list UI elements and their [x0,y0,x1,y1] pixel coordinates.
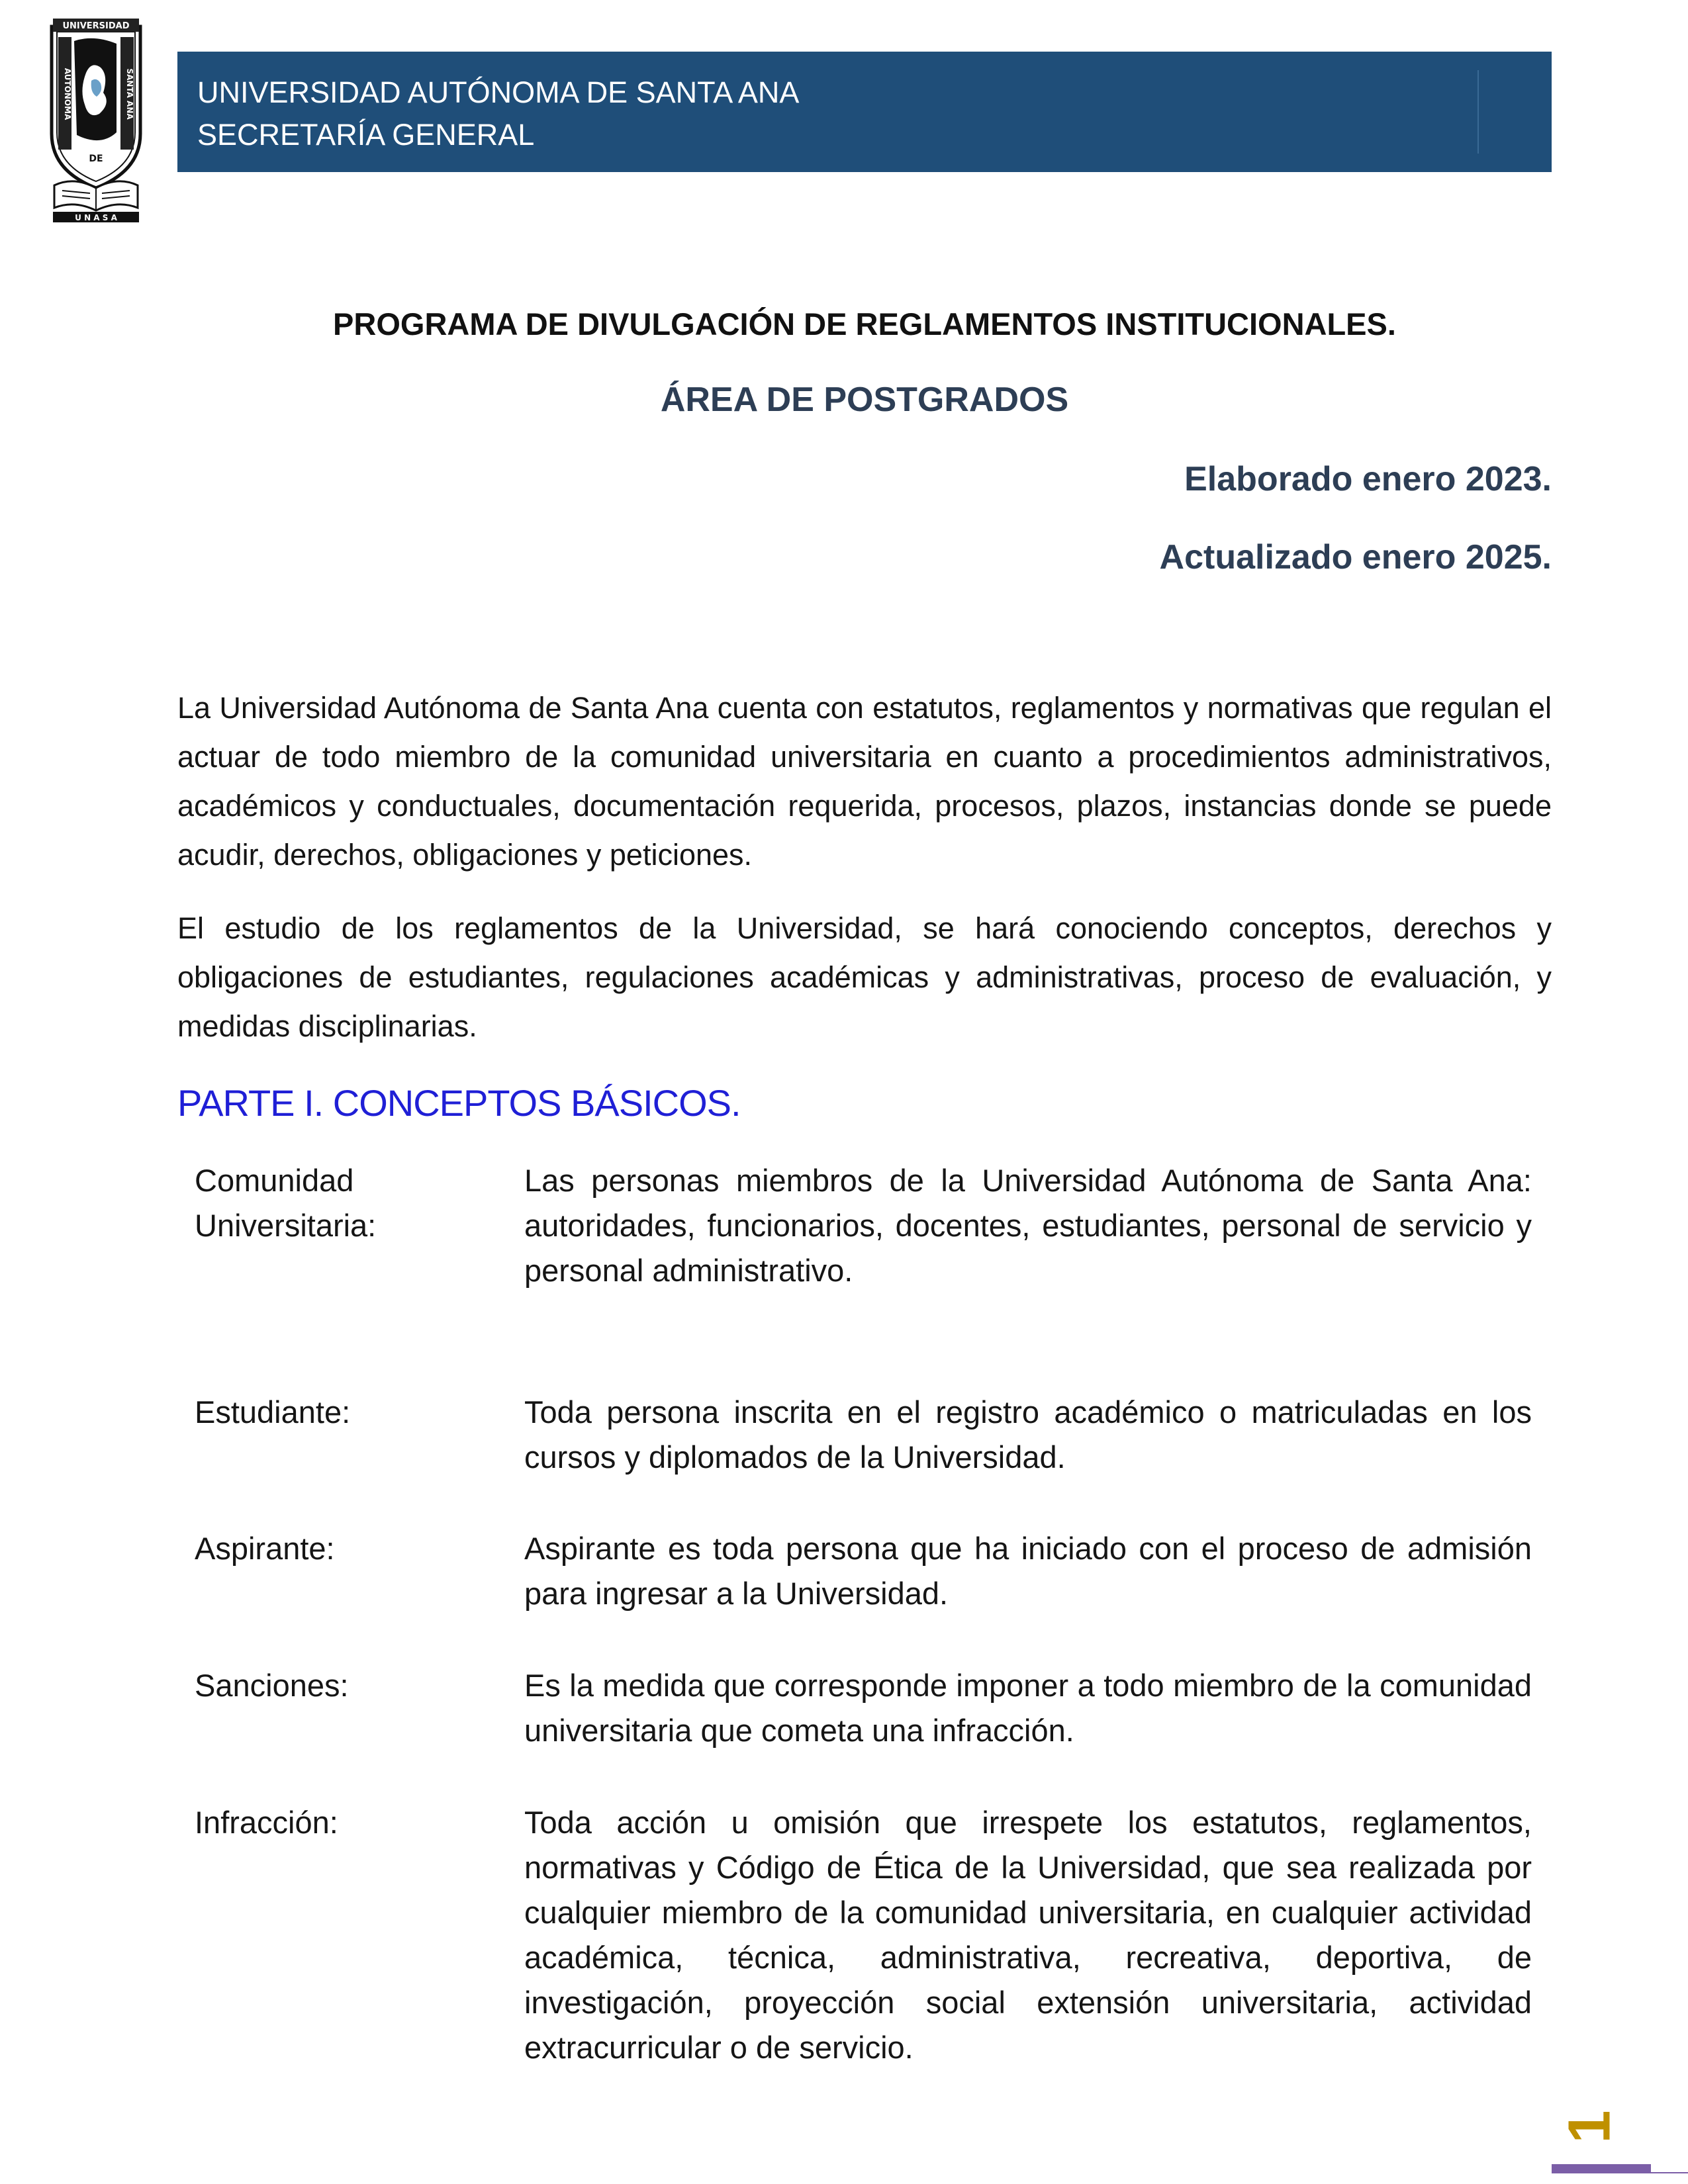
footer-accent-line [1651,2172,1688,2173]
logo-right-text: SANTA ANA [125,68,134,120]
definition-estudiante: Toda persona inscrita en el registro académico o matriculadas en los cursos y diplomados de la Universidad. [524,1394,1532,1475]
logo-left-text: AUTÓNOMA [63,68,72,120]
logo-arc-text: UNIVERSIDAD [62,21,130,31]
page-number: 1 [1556,2110,1623,2144]
definition-infraccion: Toda acción u omisión que irrespete los estatutos, reglamentos, normativas y Código de Ética de la Universidad, que sea realizada por cualquier miembro de la comunidad universitaria, en cualquier actividad académica, técnica, administrativa, recreativa, deportiva, de investigación, proyección social extensión universitaria, actividad extracurricular o de servicio. [524,1805,1532,2065]
term-aspirante: Aspirante: [195,1531,335,1566]
logo-bottom-text: DE [89,154,103,164]
document-area: ÁREA DE POSTGRADOS [660,381,1069,419]
definition-comunidad: Las personas miembros de la Universidad Autónoma de Santa Ana: autoridades, funcionarios, docentes, estudiantes, personal de servicio y personal administrativo. [524,1163,1532,1288]
section-heading: PARTE I. CONCEPTOS BÁSICOS. [177,1082,741,1124]
definition-aspirante: Aspirante es toda persona que ha iniciado con el proceso de admisión para ingresar a la Universidad. [524,1531,1532,1611]
header-office-name: SECRETARÍA GENERAL [197,118,535,152]
header-divider [1477,70,1479,154]
university-seal-logo [48,15,144,223]
elaborated-date: Elaborado enero 2023. [1184,460,1552,498]
logo-band-text: U N A S A [75,213,117,222]
definition-sanciones: Es la medida que corresponde imponer a todo miembro de la comunidad universitaria que cometa una infracción. [524,1668,1532,1748]
term-sanciones: Sanciones: [195,1668,349,1703]
footer-accent-bar [1552,2164,1651,2173]
term-comunidad: Comunidad Universitaria: [195,1163,377,1243]
header-bar [177,52,1552,172]
intro-paragraph-2: El estudio de los reglamentos de la Universidad, se hará conociendo conceptos, derechos y obligaciones de estudiantes, regulaciones académicas y administrativas, proceso de evaluación, y medidas disciplinarias. [177,911,1552,1043]
updated-date: Actualizado enero 2025. [1159,538,1552,576]
header-university-name: UNIVERSIDAD AUTÓNOMA DE SANTA ANA [197,75,800,109]
intro-paragraph-1: La Universidad Autónoma de Santa Ana cuenta con estatutos, reglamentos y normativas que regulan el actuar de todo miembro de la comunidad universitaria en cuanto a procedimientos administrativos, académicos y conductuales, documentación requerida, procesos, plazos, instancias donde se puede acudir, derechos, obligaciones y peticiones. [177,691,1552,872]
term-infraccion: Infracción: [195,1805,338,1840]
term-estudiante: Estudiante: [195,1394,351,1430]
document-title: PROGRAMA DE DIVULGACIÓN DE REGLAMENTOS INSTITUCIONALES. [333,306,1396,341]
